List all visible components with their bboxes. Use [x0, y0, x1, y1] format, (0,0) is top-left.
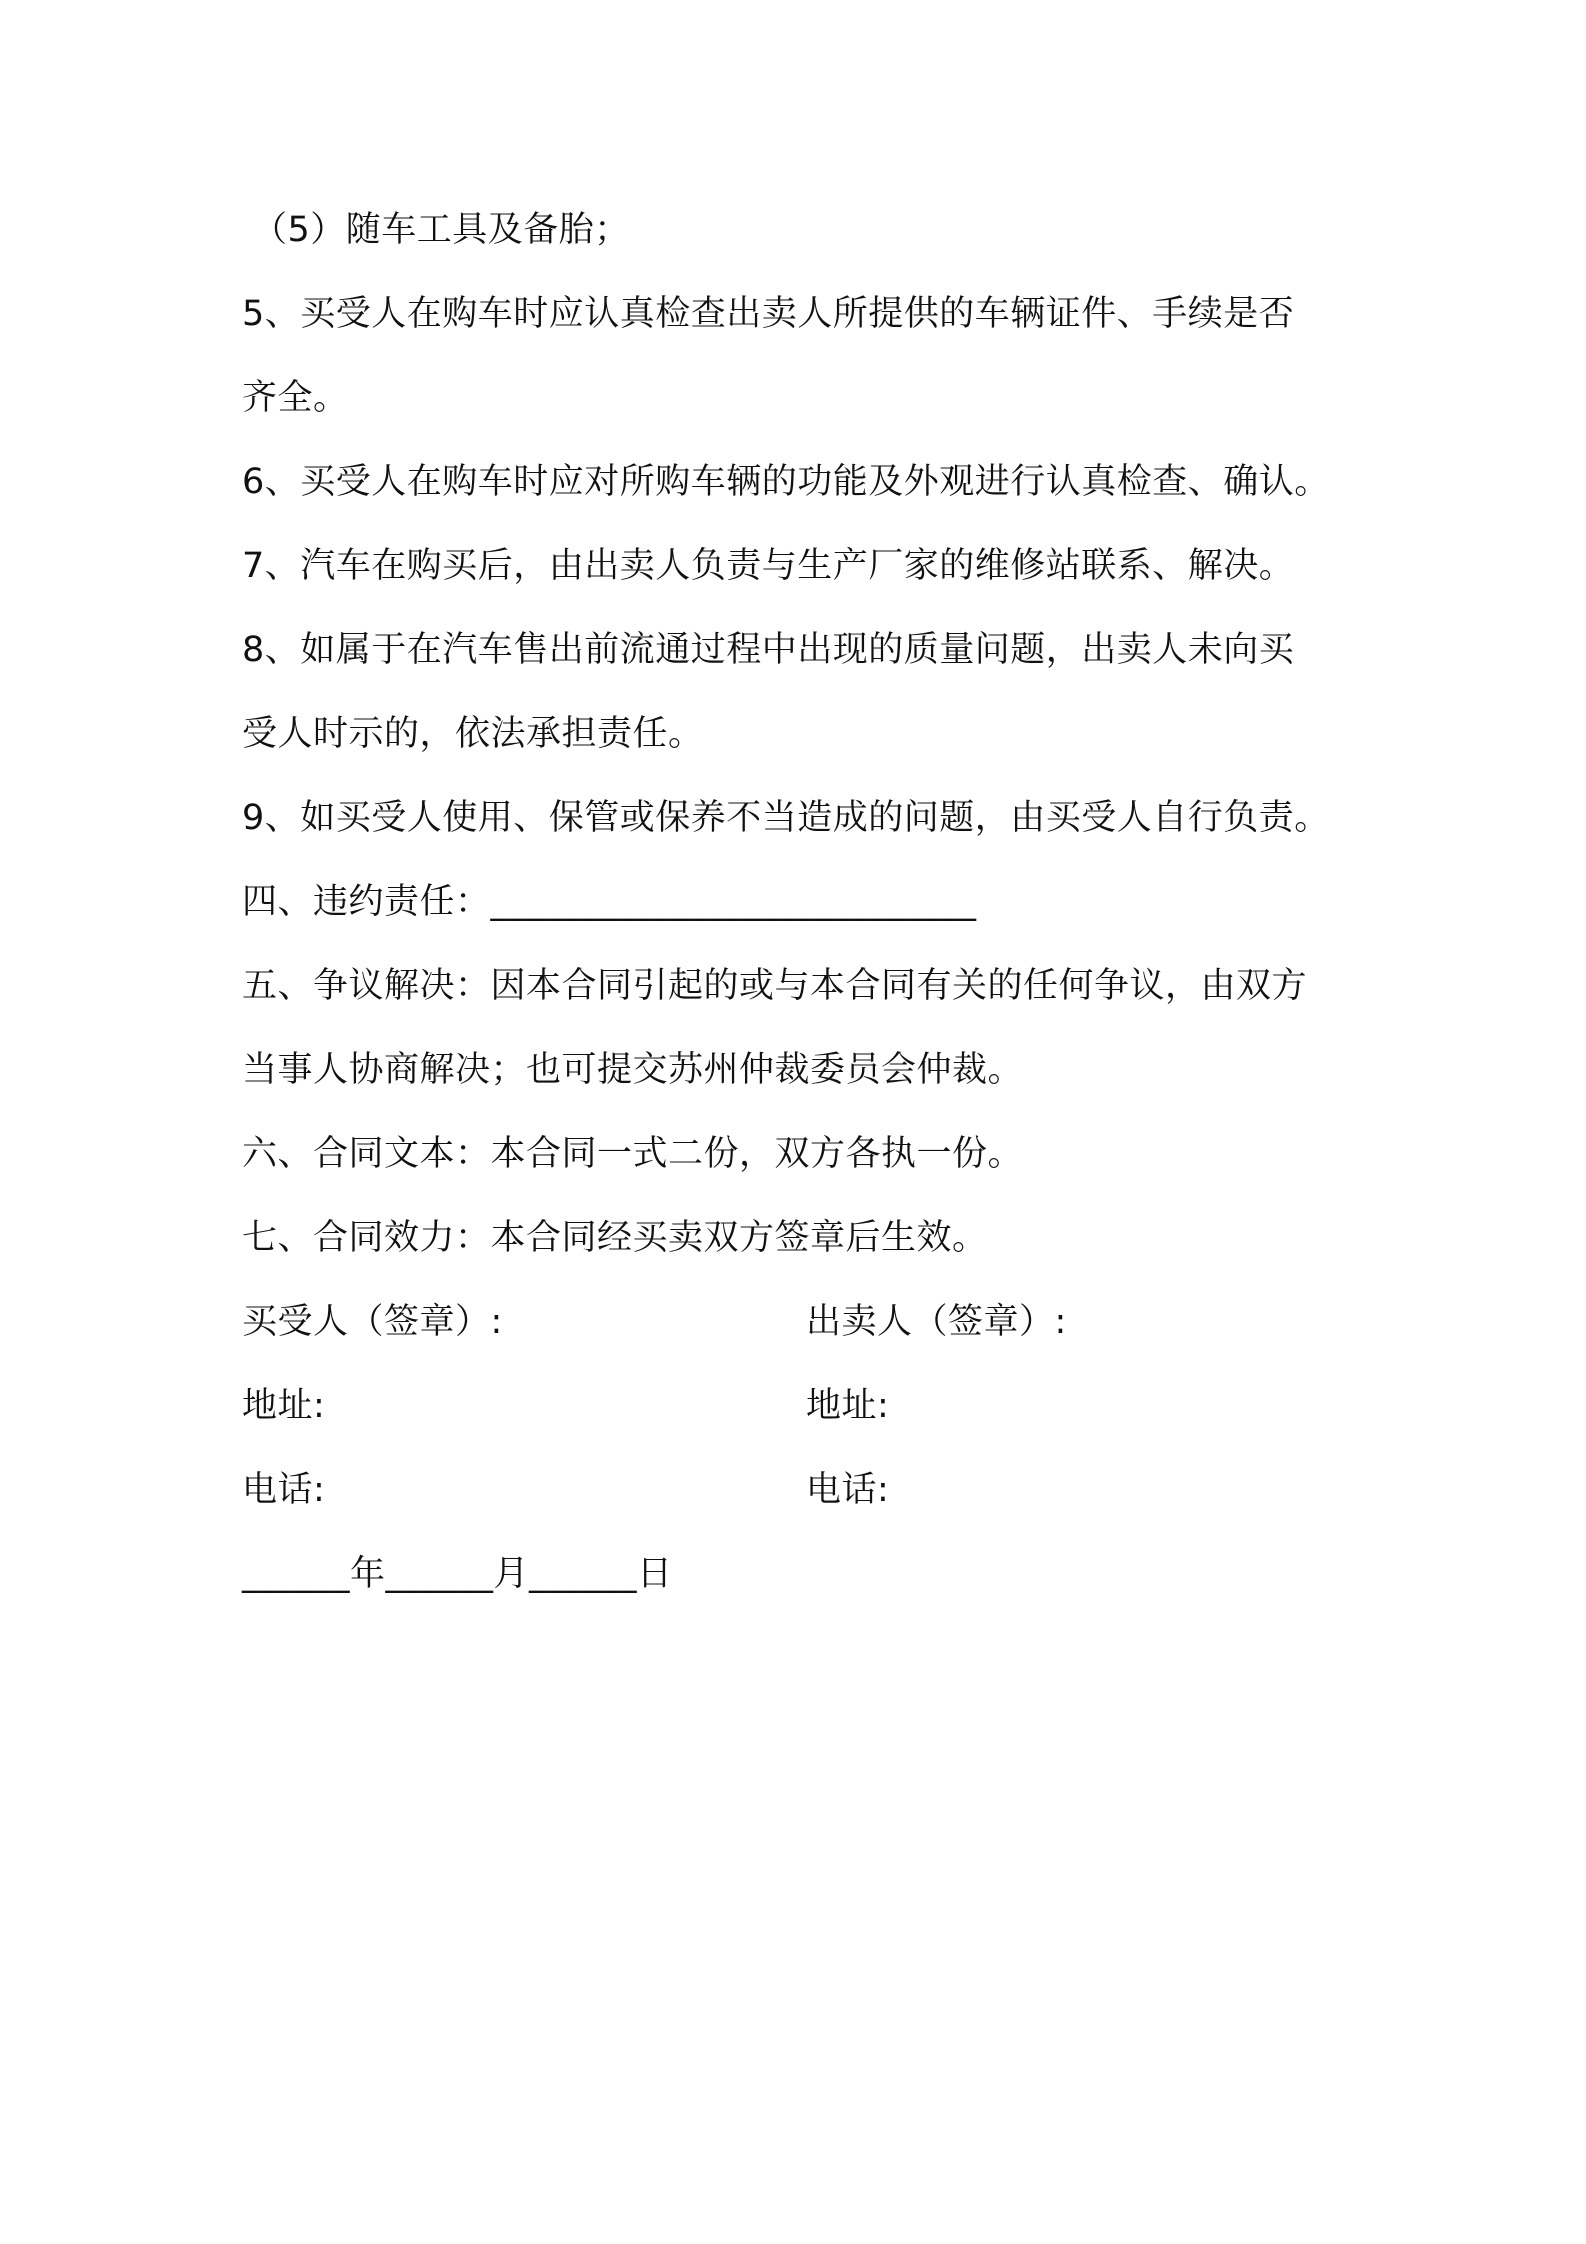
clause-5: 5、买受人在购车时应认真检查出卖人所提供的车辆证件、手续是否	[242, 294, 1295, 334]
clause-7: 7、汽车在购买后，由出卖人负责与生产厂家的维修站联系、解决。	[242, 546, 1295, 586]
buyer-address-label: 地址:	[242, 1386, 326, 1426]
section-dispute: 五、争议解决：因本合同引起的或与本合同有关的任何争议，由双方	[242, 966, 1308, 1006]
clause-6: 6、买受人在购车时应对所购车辆的功能及外观进行认真检查、确认。	[242, 462, 1330, 502]
seller-phone-label: 电话:	[806, 1470, 890, 1510]
clause-9: 9、如买受人使用、保管或保养不当造成的问题，由买受人自行负责。	[242, 798, 1330, 838]
section-effect: 七、合同效力：本合同经买卖双方签章后生效。	[242, 1218, 988, 1258]
section-dispute-cont: 当事人协商解决；也可提交苏州仲裁委员会仲裁。	[242, 1050, 1024, 1090]
seller-address-label: 地址:	[806, 1386, 890, 1426]
buyer-phone-label: 电话:	[242, 1470, 326, 1510]
item-5-5-tools: （5）随车工具及备胎；	[252, 210, 630, 250]
date-line: ______年______月______日	[242, 1554, 673, 1594]
seller-signature-label: 出卖人（签章）:	[806, 1302, 1067, 1342]
section-liability: 四、违约责任：___________________________	[242, 882, 977, 922]
clause-5-cont: 齐全。	[242, 378, 349, 418]
section-text: 六、合同文本：本合同一式二份，双方各执一份。	[242, 1134, 1024, 1174]
clause-8: 8、如属于在汽车售出前流通过程中出现的质量问题，出卖人未向买	[242, 630, 1295, 670]
buyer-signature-label: 买受人（签章）:	[242, 1302, 503, 1342]
clause-8-cont: 受人时示的，依法承担责任。	[242, 714, 704, 754]
